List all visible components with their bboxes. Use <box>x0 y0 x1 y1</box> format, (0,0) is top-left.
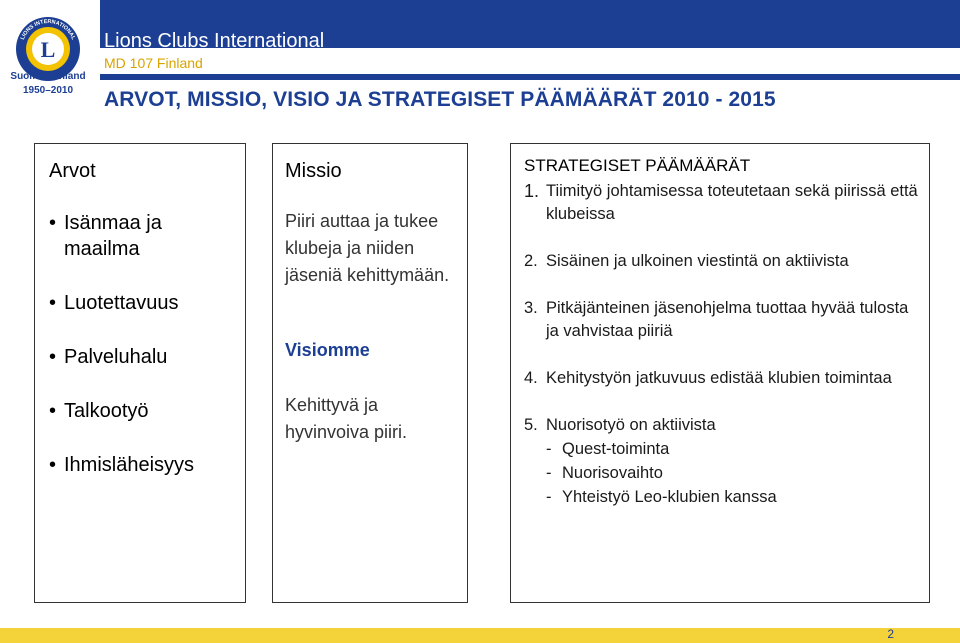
goal-item: 2. Sisäinen ja ulkoinen viestintä on aktiivista <box>524 252 849 270</box>
goal-item: 5. Nuorisotyö on aktiivista - Quest-toiminta - Nuorisovaihto - Yhteistyö Leo-klubien kanssa <box>524 414 924 509</box>
goal-item: 4. Kehitystyön jatkuvuus edistää klubien toimintaa <box>524 369 892 387</box>
strategy-title: STRATEGISET PÄÄMÄÄRÄT <box>524 156 751 175</box>
strategy-box <box>510 143 930 603</box>
logo-letter: L <box>40 37 56 62</box>
values-box <box>34 143 246 603</box>
goal-item: 1. Tiimityö johtamisessa toteutetaan sekä piirissä että klubeissa <box>524 181 918 223</box>
goal-sub-list <box>546 437 924 509</box>
goals-list <box>524 180 924 533</box>
vision-title: Visiomme <box>285 340 370 360</box>
page-number: 2 <box>887 627 894 641</box>
vision-text: Kehittyvä ja hyvinvoiva piiri. <box>285 395 408 442</box>
page-title: ARVOT, MISSIO, VISIO JA STRATEGISET PÄÄMÄÄRÄT 2010 - 2015 <box>104 88 776 111</box>
goal-item: 3. Pitkäjänteinen jäsenohjelma tuottaa hyvää tulosta ja vahvistaa piiriä <box>524 299 909 340</box>
goal-sub-item: - Yhteistyö Leo-klubien kanssa <box>546 485 924 509</box>
mission-box <box>272 143 468 603</box>
value-item: • Luotettavuus <box>49 290 244 316</box>
mission-text: Piiri auttaa ja tukee klubeja ja niiden jäseniä kehittymään. <box>285 211 450 285</box>
values-list <box>49 210 244 506</box>
goal-sub-item: - Nuorisovaihto <box>546 461 924 485</box>
mission-title: Missio <box>285 160 342 182</box>
logo-country: Suomi • Finland <box>10 71 86 82</box>
value-item: • Palveluhalu <box>49 344 244 370</box>
value-item: • Ihmisläheisyys <box>49 452 244 478</box>
header-brand: Lions Clubs International <box>104 30 325 52</box>
goal-sub-item: - Quest-toiminta <box>546 437 924 461</box>
value-item: • Isänmaa ja maailma <box>49 210 244 262</box>
value-item: • Talkootyö <box>49 398 244 424</box>
logo-ring-text: LIONS INTERNATIONAL <box>19 18 77 41</box>
values-title: Arvot <box>49 160 96 182</box>
header-district: MD 107 Finland <box>104 55 203 71</box>
footer-bar <box>0 628 960 643</box>
lions-logo-icon <box>14 4 82 96</box>
logo-years: 1950–2010 <box>22 85 74 96</box>
